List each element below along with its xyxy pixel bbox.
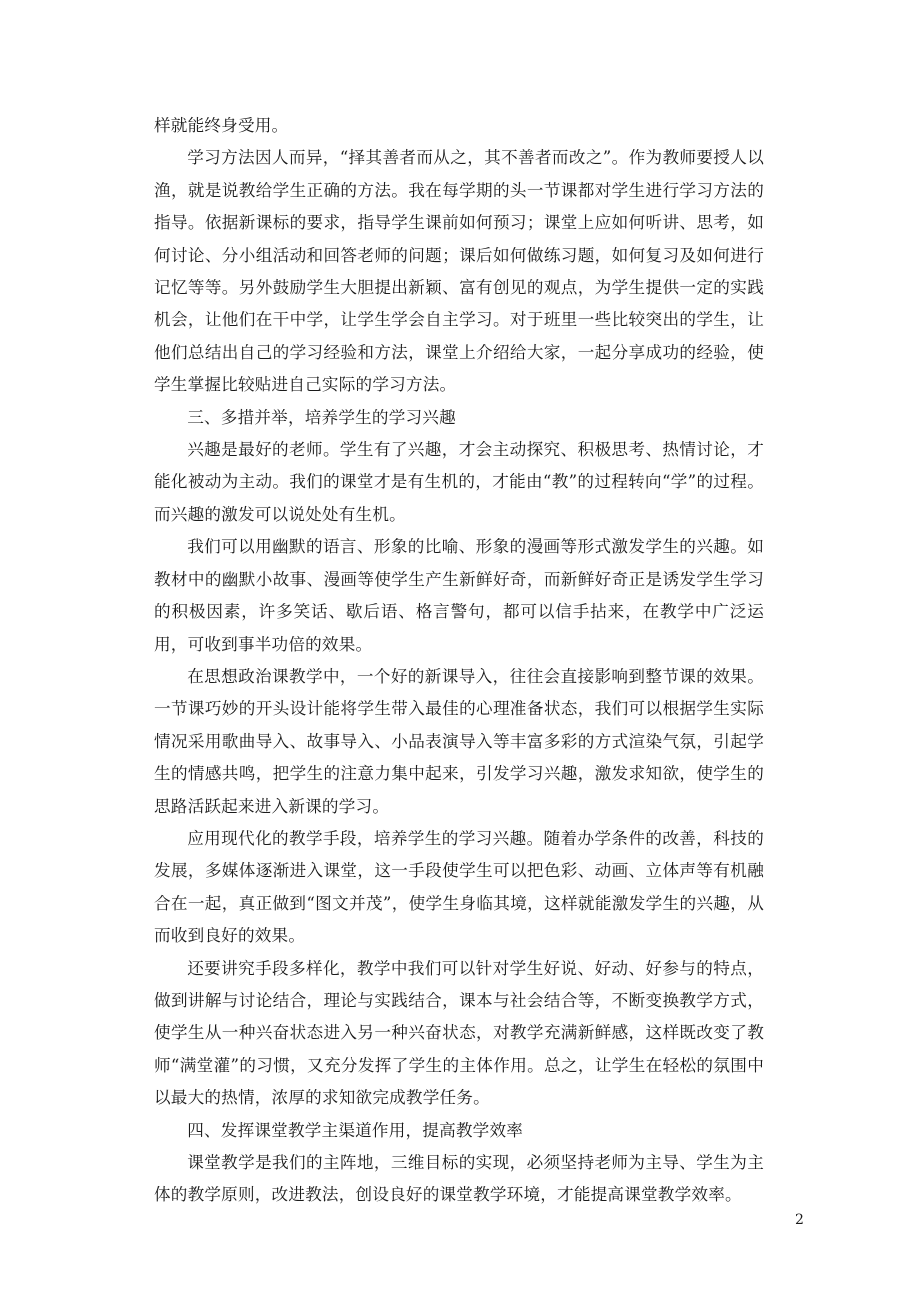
paragraph-humor-language: 我们可以用幽默的语言、形象的比喻、形象的漫画等形式激发学生的兴趣。如教材中的幽默小故事、漫画等使学生产生新鲜好奇，而新鲜好奇正是诱发学生学习的积极因素，许多笑话、歇后语、格言警句，都可以信手拈来，在教学中广泛运用，可收到事半功倍的效果。	[154, 537, 764, 654]
paragraph-diverse-methods: 还要讲究手段多样化，教学中我们可以针对学生好说、好动、好参与的特点，做到讲解与讨论结合，理论与实践结合，课本与社会结合等，不断变换教学方式，使学生从一种兴奋状态进入另一种兴奋状态，对教学充满新鲜感，这样既改变了教师“满堂灌”的习惯，又充分发挥了学生的主体作用。总之，让学生在轻松的氛围中以最大的热情，浓厚的求知欲完成教学任务。	[154, 958, 764, 1108]
document-body	[154, 110, 764, 1212]
paragraph-lesson-intro: 在思想政治课教学中，一个好的新课导入，往往会直接影响到整节课的效果。一节课巧妙的开头设计能将学生带入最佳的心理准备状态，我们可以根据学生实际情况采用歌曲导入、故事导入、小品表演导入等丰富多彩的方式渲染气氛，引起学生的情感共鸣，把学生的注意力集中起来，引发学习兴趣，激发求知欲，使学生的思路活跃起来进入新课的学习。	[154, 666, 764, 816]
page-number: 2	[795, 1212, 804, 1228]
paragraph-interest-teacher: 兴趣是最好的老师。学生有了兴趣，才会主动探究、积极思考、热情讨论，才能化被动为主动。我们的课堂才是有生机的，才能由“教”的过程转向“学”的过程。而兴趣的激发可以说处处有生机。	[154, 440, 764, 524]
paragraph-classroom-main: 课堂教学是我们的主阵地，三维目标的实现，必须坚持老师为主导、学生为主体的教学原则，改进教法，创设良好的课堂教学环境，才能提高课堂教学效率。	[154, 1153, 764, 1205]
paragraph-continuation: 样就能终身受用。	[154, 116, 289, 135]
section-heading-3: 三、多措并举，培养学生的学习兴趣	[187, 407, 456, 427]
paragraph-study-methods: 学习方法因人而异，“择其善者而从之，其不善者而改之”。作为教师要授人以渔，就是说教给学生正确的方法。我在每学期的头一节课都对学生进行学习方法的指导。依据新课标的要求，指导学生课前如何预习；课堂上应如何听讲、思考，如何讨论、分小组活动和回答老师的问题；课后如何做练习题，如何复习及如何进行记忆等等。另外鼓励学生大胆提出新颖、富有创见的观点，为学生提供一定的实践机会，让他们在干中学，让学生学会自主学习。对于班里一些比较突出的学生，让他们总结出自己的学习经验和方法，课堂上介绍给大家，一起分享成功的经验，使学生掌握比较贴进自己实际的学习方法。	[154, 148, 764, 395]
paragraph-modern-media: 应用现代化的教学手段，培养学生的学习兴趣。随着办学条件的改善，科技的发展，多媒体逐渐进入课堂，这一手段使学生可以把色彩、动画、立体声等有机融合在一起，真正做到“图文并茂”，使学生身临其境，这样就能激发学生的兴趣，从而收到良好的效果。	[154, 828, 764, 946]
section-heading-4: 四、发挥课堂教学主渠道作用，提高教学效率	[187, 1120, 524, 1140]
